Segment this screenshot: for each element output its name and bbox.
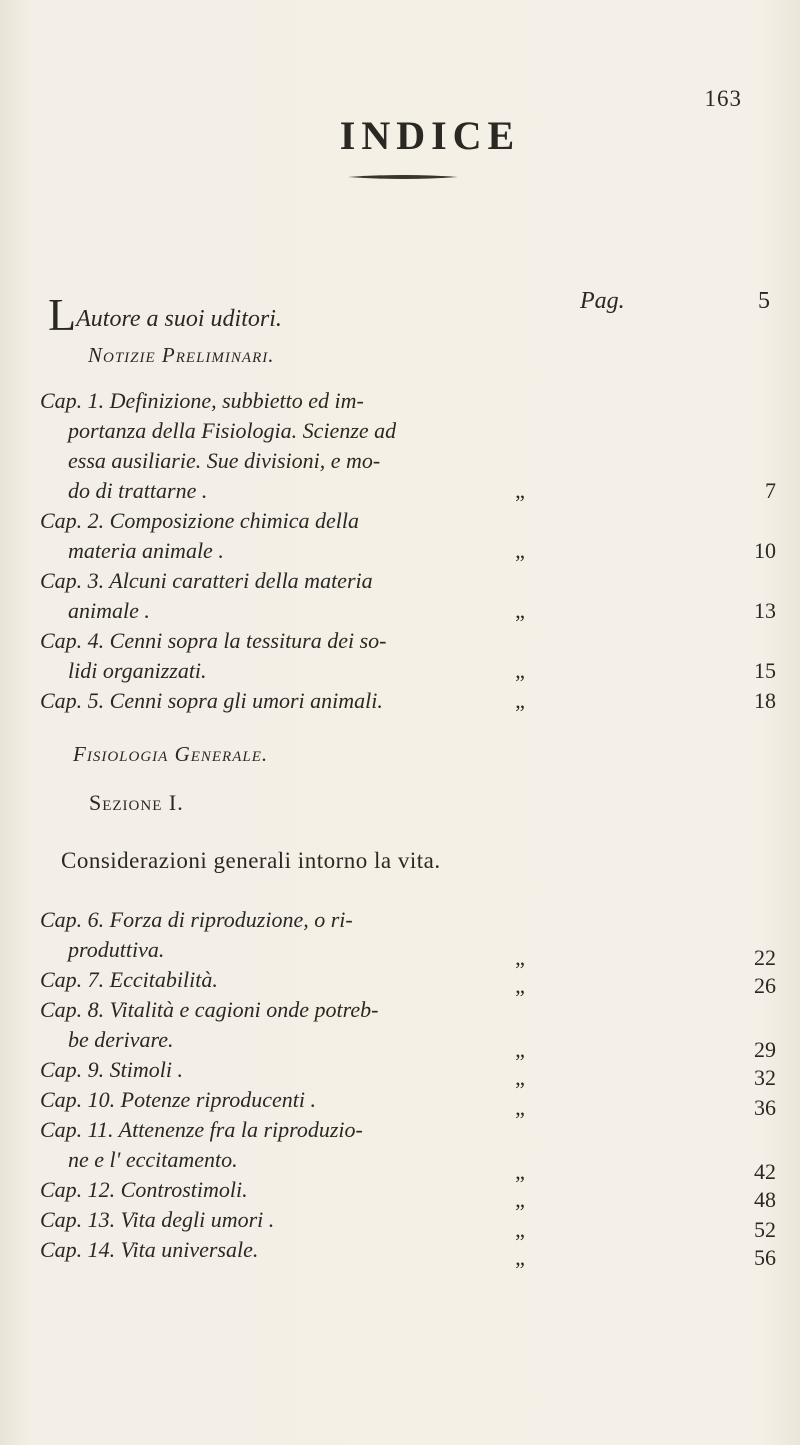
entry-line: animale . [68, 598, 150, 623]
ditto-marker: „ [515, 1159, 525, 1184]
toc-entry [40, 905, 776, 970]
ditto-marker: „ [515, 598, 525, 623]
ditto-marker: „ [515, 973, 525, 998]
toc-entry [40, 1055, 776, 1090]
entry-page: 7 [765, 478, 776, 503]
entry-line: Cap. 13. Vita degli umori . [40, 1207, 275, 1232]
toc-entry [40, 1115, 776, 1184]
toc-entry [40, 686, 776, 716]
entry-line: Cap. 10. Potenze riproducenti . [40, 1087, 316, 1112]
entry-line: Cap. 9. Stimoli . [40, 1057, 184, 1082]
entry-line: be derivare. [68, 1027, 174, 1052]
entry-line: Cap. 8. Vitalità e cagioni onde potreb- [40, 997, 379, 1022]
entry-page: 15 [754, 658, 776, 683]
ditto-marker: „ [515, 945, 525, 970]
entry-page: 32 [754, 1065, 776, 1090]
ditto-marker: „ [515, 478, 525, 503]
entry-page: 26 [754, 973, 776, 998]
ditto-marker: „ [515, 688, 525, 713]
entry-line: lidi organizzati. [68, 658, 207, 683]
toc-entry [40, 386, 776, 506]
author-entry [48, 288, 282, 341]
entry-line: Cap. 5. Cenni sopra gli umori animali. [40, 688, 383, 713]
entry-page: 42 [754, 1159, 776, 1184]
author-entry-text: Autore a suoi uditori. [76, 306, 282, 332]
entry-page: 13 [754, 598, 776, 623]
entry-line: Cap. 7. Eccitabilità. [40, 967, 218, 992]
page-number: 163 [704, 86, 742, 111]
toc-entry [40, 1235, 776, 1270]
entry-line: portanza della Fisiologia. Scienze ad [68, 418, 397, 443]
entry-page: 18 [754, 688, 776, 713]
toc-entry [40, 1205, 776, 1242]
entry-page: 56 [754, 1245, 776, 1270]
entry-line: essa ausiliarie. Sue divisioni, e mo- [68, 448, 381, 473]
section-heading-fisiologia: Fisiologia Generale. [73, 742, 269, 766]
ditto-marker: „ [515, 1065, 525, 1090]
ditto-marker: „ [515, 1187, 525, 1212]
entry-line: Cap. 11. Attenenze fra la riproduzio- [40, 1117, 363, 1142]
toc-entry [40, 995, 776, 1062]
entry-page: 48 [754, 1187, 776, 1212]
entry-line: Cap. 2. Composizione chimica della [40, 508, 359, 533]
entry-page: 52 [754, 1217, 776, 1242]
author-entry-page: 5 [758, 288, 770, 314]
ditto-marker: „ [515, 1095, 525, 1120]
entry-page: 10 [754, 538, 776, 563]
ditto-marker: „ [515, 538, 525, 563]
entry-line: materia animale . [68, 538, 224, 563]
section-description: Considerazioni generali intorno la vita. [61, 848, 441, 873]
section-heading-notizie: Notizie Preliminari. [88, 343, 275, 367]
ornament-rule [348, 173, 458, 181]
drop-cap: L [48, 289, 77, 340]
ditto-marker: „ [515, 1217, 525, 1242]
entry-page: 29 [754, 1037, 776, 1062]
ditto-marker: „ [515, 1245, 525, 1270]
toc-entry [40, 1175, 776, 1212]
toc-entry [40, 506, 776, 566]
entry-line: Cap. 12. Controstimoli. [40, 1177, 248, 1202]
page-title: INDICE [339, 113, 521, 158]
toc-entry [40, 566, 776, 626]
entry-line: Cap. 1. Definizione, subbietto ed im- [40, 388, 364, 413]
entry-line: Cap. 6. Forza di riproduzione, o ri- [40, 907, 353, 932]
ditto-marker: „ [515, 1037, 525, 1062]
entry-line: produttiva. [68, 937, 165, 962]
toc-entry [40, 965, 776, 998]
entry-line: ne e l' eccitamento. [68, 1147, 238, 1172]
section-subheading: Sezione I. [89, 790, 184, 815]
entry-page: 36 [754, 1095, 776, 1120]
entry-page: 22 [754, 945, 776, 970]
toc-entry [40, 626, 776, 686]
entry-line: Cap. 3. Alcuni caratteri della materia [40, 568, 373, 593]
pag-label: Pag. [580, 288, 625, 314]
ditto-marker: „ [515, 658, 525, 683]
entry-line: Cap. 14. Vita universale. [40, 1237, 259, 1262]
toc-entry [40, 1085, 776, 1120]
entry-line: do di trattarne . [68, 478, 208, 503]
entry-line: Cap. 4. Cenni sopra la tessitura dei so- [40, 628, 387, 653]
